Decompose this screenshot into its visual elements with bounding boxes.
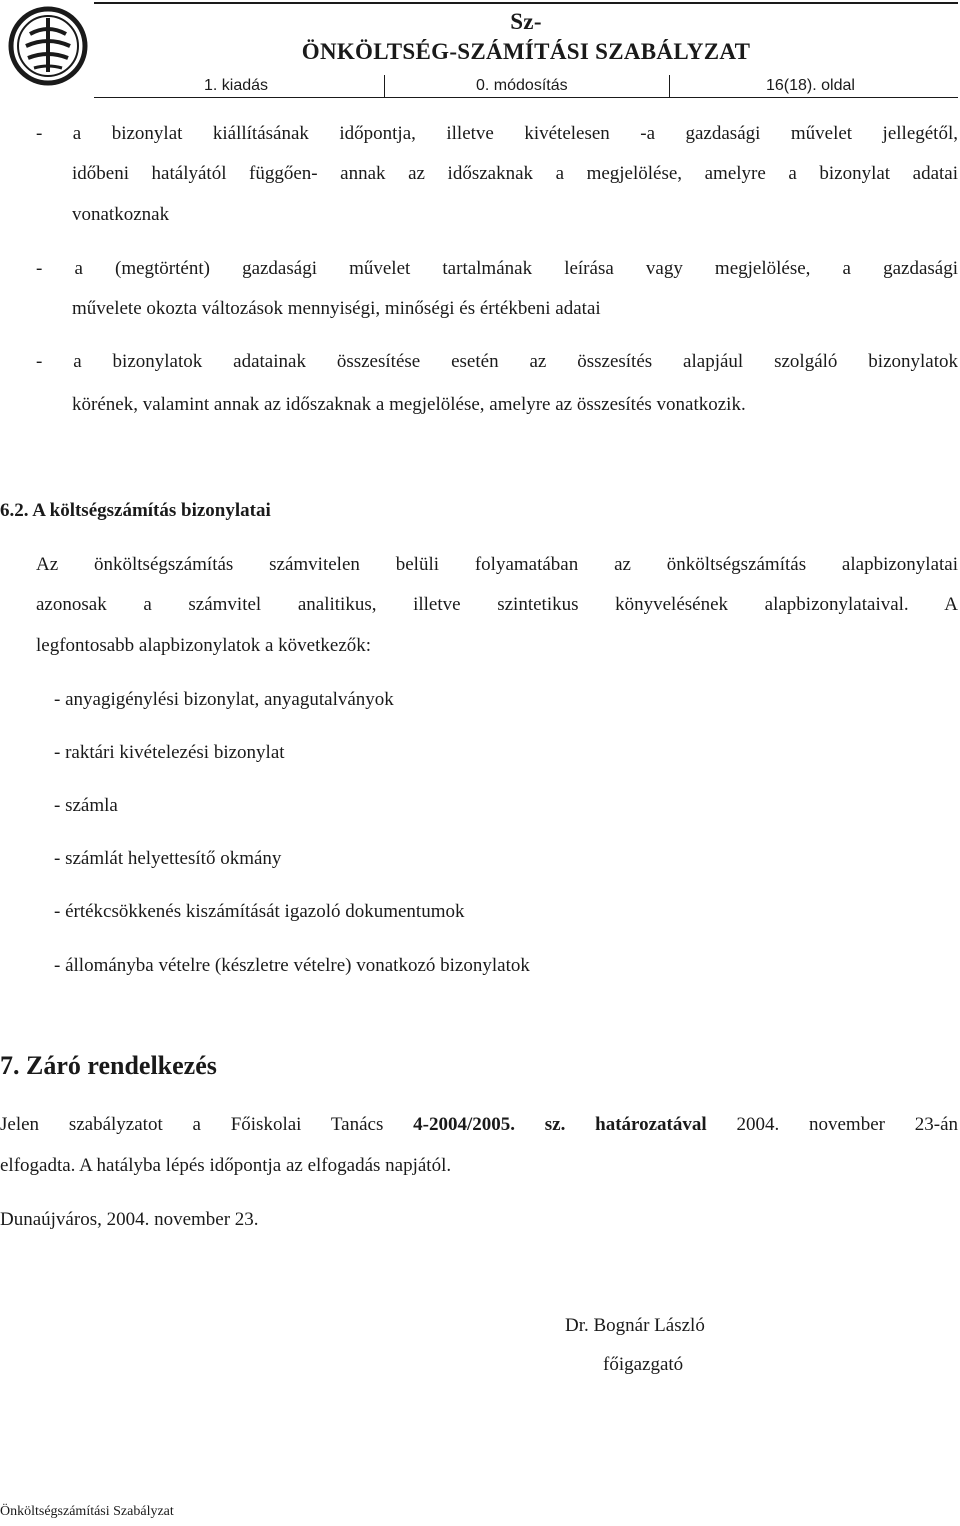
paragraph-line: azonosak a számvitel analitikus, illetve szintetikus könyvelésének alapbizonylataival. A [36, 594, 958, 615]
signatory-name: Dr. Bognár László [565, 1315, 705, 1336]
institution-logo-icon [8, 6, 88, 86]
list-item: - anyagigénylési bizonylat, anyagutalványok [54, 689, 394, 710]
list-item-line: körének, valamint annak az időszaknak a megjelölése, amelyre az összesítés vonatkozik. [72, 394, 746, 415]
header-title-line2: ÖNKÖLTSÉG-SZÁMÍTÁSI SZABÁLYZAT [301, 39, 751, 64]
header-top-rule [94, 2, 958, 4]
header-meta-row [94, 75, 958, 97]
list-item-line: időbeni hatályától függően- annak az időszaknak a megjelölése, amelyre a bizonylat adatai [72, 163, 958, 184]
list-item: - számla [54, 795, 118, 816]
section-heading: 6.2. A költségszámítás bizonylatai [0, 500, 271, 521]
paragraph-line: Az önköltségszámítás számvitelen belüli folyamatában az önköltségszámítás alapbizonylatai [36, 554, 958, 575]
issue-label: 1. kiadás [204, 77, 269, 94]
list-item: - állományba vételre (készletre vételre) vonatkozó bizonylatok [54, 955, 530, 976]
closing-text: Jelen szabályzatot a Főiskolai Tanács [0, 1114, 414, 1135]
list-item: - raktári kivételezési bizonylat [54, 742, 285, 763]
header-title-line1: Sz- [510, 9, 542, 34]
list-item-line: - a bizonylatok adatainak összesítése esetén az összesítés alapjául szolgáló bizonylatok [36, 351, 958, 372]
closing-line [0, 1113, 958, 1137]
header-separator [669, 75, 670, 97]
list-item-line: - a (megtörtént) gazdasági művelet tartalmának leírása vagy megjelölése, a gazdasági [36, 258, 958, 279]
closing-line: elfogadta. A hatályba lépés időpontja az elfogadás napjától. [0, 1155, 452, 1176]
list-item-line: - a bizonylat kiállításának időpontja, illetve kivételesen -a gazdasági művelet jellegétől, [36, 123, 958, 144]
list-item-line: vonatkoznak [72, 204, 170, 225]
paragraph-line: legfontosabb alapbizonylatok a következők: [36, 635, 372, 656]
list-item: - számlát helyettesítő okmány [54, 848, 282, 869]
revision-label: 0. módosítás [476, 77, 568, 94]
resolution-number: 4-2004/2005. sz. határozatával [413, 1114, 707, 1135]
closing-text: 2004. november 23-án [706, 1114, 958, 1135]
header-bottom-rule [94, 97, 958, 98]
section-heading: 7. Záró rendelkezés [0, 1051, 217, 1080]
place-date: Dunaújváros, 2004. november 23. [0, 1209, 259, 1230]
page-footer: Önköltségszámítási Szabályzat [0, 1504, 174, 1519]
signatory-role: főigazgató [603, 1354, 684, 1375]
header-separator [384, 75, 385, 97]
page-number: 16(18). oldal [766, 77, 855, 94]
list-item-line: művelete okozta változások mennyiségi, minőségi és értékbeni adatai [72, 298, 601, 319]
list-item: - értékcsökkenés kiszámítását igazoló dokumentumok [54, 901, 465, 922]
